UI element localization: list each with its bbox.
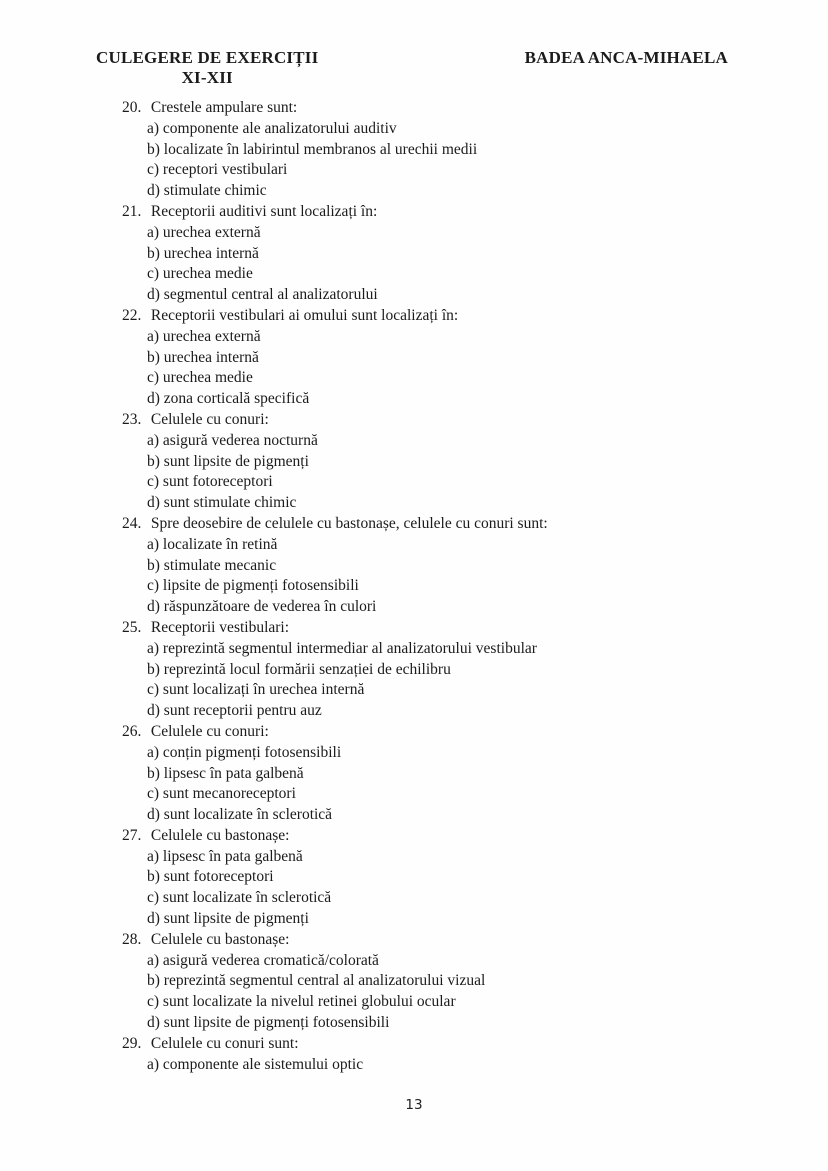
question-stem: Celulele cu bastonașe: <box>147 930 290 948</box>
question-23 <box>122 410 768 514</box>
question-25 <box>122 618 768 722</box>
question-stem: Receptorii auditivi sunt localizați în: <box>147 202 378 220</box>
answer-option: a) reprezintă segmentul intermediar al analizatorului vestibular <box>147 639 537 657</box>
question-stem: Celulele cu conuri: <box>147 722 269 740</box>
question-text <box>122 202 768 223</box>
question-number: 24. <box>122 514 142 532</box>
question-number: 27. <box>122 826 142 844</box>
question-text <box>122 618 768 639</box>
answer-option: b) reprezintă locul formării senzației de echilibru <box>147 660 451 678</box>
question-27 <box>122 826 768 930</box>
question-20 <box>122 98 768 202</box>
question-text <box>122 98 768 119</box>
question-29 <box>122 1034 768 1076</box>
answer-option: c) sunt mecanoreceptori <box>147 785 296 803</box>
answer-option: a) urechea externă <box>147 223 261 241</box>
question-text <box>122 826 768 847</box>
question-stem: Celulele cu conuri: <box>147 410 269 428</box>
book-title-line2: XI-XII <box>181 68 233 87</box>
answer-option: d) sunt lipsite de pigmenți fotosensibili <box>147 1014 390 1032</box>
question-number: 21. <box>122 202 142 220</box>
answer-option: c) receptori vestibulari <box>147 161 288 179</box>
answer-option: d) sunt lipsite de pigmenți <box>147 910 309 928</box>
question-number: 28. <box>122 930 142 948</box>
page-header <box>0 0 828 88</box>
answer-option: a) localizate în retină <box>147 535 278 553</box>
question-text <box>122 306 768 327</box>
answer-option: b) urechea internă <box>147 348 259 366</box>
answer-option: d) stimulate chimic <box>147 182 267 200</box>
question-number: 22. <box>122 306 142 324</box>
question-stem: Celulele cu conuri sunt: <box>147 1034 299 1052</box>
answer-option: a) asigură vederea cromatică/colorată <box>147 951 379 969</box>
answer-option: a) componente ale sistemului optic <box>147 1055 364 1073</box>
question-number: 23. <box>122 410 142 428</box>
question-stem: Receptorii vestibulari: <box>147 618 290 636</box>
answer-option: d) sunt localizate în sclerotică <box>147 806 333 824</box>
answer-option: b) stimulate mecanic <box>147 556 277 574</box>
question-number: 26. <box>122 722 142 740</box>
answer-option: d) segmentul central al analizatorului <box>147 286 378 304</box>
answer-option: d) sunt receptorii pentru auz <box>147 702 322 720</box>
question-stem: Celulele cu bastonașe: <box>147 826 290 844</box>
question-28 <box>122 930 768 1034</box>
book-title-line1: CULEGERE DE EXERCIȚII <box>96 48 319 67</box>
question-number: 20. <box>122 99 142 116</box>
questions-list <box>0 98 828 1075</box>
answer-option: b) urechea internă <box>147 244 259 262</box>
answer-option: b) sunt fotoreceptori <box>147 868 274 886</box>
answer-option: a) componente ale analizatorului auditiv <box>147 119 397 137</box>
page-number: 13 <box>405 1097 423 1113</box>
question-number: 29. <box>122 1034 142 1052</box>
answer-option: c) lipsite de pigmenți fotosensibili <box>147 577 359 595</box>
question-26 <box>122 722 768 826</box>
answer-option: d) zona corticală specifică <box>147 390 310 408</box>
answer-option: a) lipsesc în pata galbenă <box>147 847 303 865</box>
answer-option: c) urechea medie <box>147 265 253 283</box>
answer-option: d) sunt stimulate chimic <box>147 494 297 512</box>
question-stem: Receptorii vestibulari ai omului sunt localizați în: <box>147 306 459 324</box>
answer-option: c) urechea medie <box>147 369 253 387</box>
question-stem: Spre deosebire de celulele cu bastonașe, celulele cu conuri sunt: <box>147 514 548 532</box>
question-text <box>122 514 768 535</box>
answer-option: a) asigură vederea nocturnă <box>147 431 318 449</box>
answer-option: b) reprezintă segmentul central al analizatorului vizual <box>147 972 486 990</box>
answer-option: b) sunt lipsite de pigmenți <box>147 452 309 470</box>
question-number: 25. <box>122 618 142 636</box>
question-stem: Crestele ampulare sunt: <box>147 99 298 116</box>
question-22 <box>122 306 768 410</box>
question-text <box>122 410 768 431</box>
answer-option: c) sunt localizate la nivelul retinei globului ocular <box>147 993 456 1011</box>
question-24 <box>122 514 768 618</box>
author-name: BADEA ANCA-MIHAELA <box>524 48 728 67</box>
answer-option: c) sunt localizați în urechea internă <box>147 681 365 699</box>
question-text <box>122 930 768 951</box>
question-21 <box>122 202 768 306</box>
answer-option: c) sunt localizate în sclerotică <box>147 889 332 907</box>
answer-option: a) conțin pigmenți fotosensibili <box>147 743 342 761</box>
book-title <box>96 48 318 88</box>
answer-option: b) lipsesc în pata galbenă <box>147 764 304 782</box>
answer-option: d) răspunzătoare de vederea în culori <box>147 598 377 616</box>
question-text <box>122 1034 768 1055</box>
answer-option: b) localizate în labirintul membranos al urechii medii <box>147 140 478 158</box>
question-text <box>122 722 768 743</box>
answer-option: a) urechea externă <box>147 327 261 345</box>
answer-option: c) sunt fotoreceptori <box>147 473 273 491</box>
